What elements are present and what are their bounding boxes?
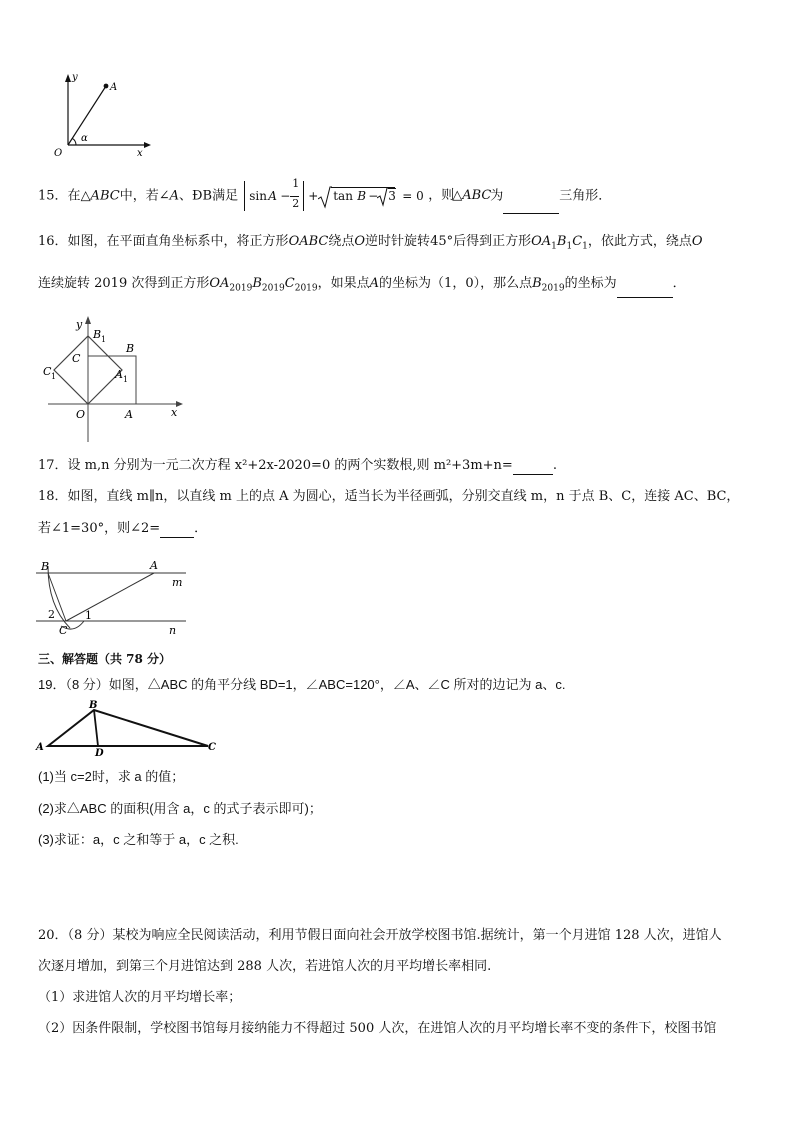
- q15-triangle2: △ABC: [452, 188, 492, 203]
- q16-text: ，如果点: [317, 276, 370, 291]
- question-19-head: 19．（8 分）如图，△ABC 的角平分线 BD=1，∠ABC=120°，∠A、∠C 所对的边记为 a、c.: [38, 677, 566, 692]
- q15-angle-A: A: [169, 188, 179, 204]
- q16-square: OABC: [288, 234, 329, 249]
- q16-square-1-b: B: [556, 234, 567, 249]
- q16-point-O: O: [354, 234, 366, 249]
- q15-minus2: −: [368, 189, 379, 203]
- q16-text: 后得到正方形: [453, 234, 532, 249]
- q16-degree: 45°: [430, 234, 454, 249]
- q16-text: 的坐标为: [564, 276, 617, 291]
- angle-arc: [72, 138, 76, 145]
- q16-sub: 2019: [229, 283, 253, 294]
- q18-answer-blank[interactable]: [160, 523, 194, 538]
- q16-sub: 1: [582, 241, 588, 252]
- q16-square-2019: OA: [209, 276, 230, 291]
- label-A: A: [150, 559, 158, 572]
- q16-text: 逆时针旋转: [365, 234, 431, 249]
- triangle-ABC: [48, 710, 208, 746]
- q15-minus: −: [280, 189, 291, 203]
- label-B1: B: [93, 328, 102, 341]
- q17-text: 设 m,n 分别为一元二次方程 x²+2x-2020=0 的两个实数根,则 m²+3m+n=: [67, 458, 513, 473]
- q15-text: 在: [67, 188, 81, 204]
- question-19-part1: (1)当 c=2时，求 a 的值；: [38, 769, 185, 784]
- q15-sqrt3: 3: [388, 189, 396, 203]
- q15-frac-den: 2: [292, 197, 300, 210]
- q15-answer-blank[interactable]: [503, 199, 559, 214]
- figure-parallel-lines: [36, 556, 188, 638]
- section-heading: 三、解答题（共 78 分）: [38, 652, 172, 666]
- figure-angle-alpha: [36, 70, 156, 160]
- q16-text: 的坐标为（1，0），那么点: [379, 276, 533, 291]
- q18-number: 18．: [38, 489, 68, 504]
- label-O: O: [76, 408, 86, 421]
- q18-text: ．: [194, 521, 208, 536]
- label-A: A: [125, 408, 133, 421]
- q15-sin: sin: [249, 189, 267, 203]
- question-18-line2: [38, 520, 207, 538]
- q15-tan: tan: [333, 189, 353, 203]
- question-17: [38, 457, 557, 475]
- x-axis-arrow: [144, 142, 151, 148]
- q15-text: ，则: [428, 188, 455, 203]
- q15-plus: +: [308, 189, 319, 203]
- q16-square-1-c: C: [572, 234, 583, 249]
- question-16-line1: [38, 233, 703, 256]
- label-B: B: [89, 700, 98, 711]
- label-m: m: [172, 576, 183, 589]
- bisector-BD: [94, 710, 98, 746]
- q15-number: 15．: [38, 188, 68, 204]
- q16-number: 16．: [38, 234, 68, 249]
- label-A1: A: [115, 368, 123, 381]
- q16-sub: 1: [551, 241, 557, 252]
- question-16-line2: [38, 275, 686, 298]
- figure-triangle-ABC: [34, 698, 224, 758]
- q16-point-O: O: [691, 234, 703, 249]
- label-B: B: [126, 342, 135, 355]
- q15-text: 中，若∠: [119, 188, 170, 204]
- sqrt-sign: [318, 185, 332, 209]
- label-A: A: [110, 82, 118, 93]
- q17-answer-blank[interactable]: [513, 460, 553, 475]
- figure-rotated-squares: [38, 312, 188, 444]
- q15-text: 三角形．: [559, 188, 612, 204]
- question-15: [38, 179, 611, 213]
- label-alpha: α: [81, 133, 88, 144]
- q16-sub: 2019: [541, 283, 565, 294]
- q16-sub: 2019: [261, 283, 285, 294]
- q18-text: 若∠1=30°，则∠2=: [38, 521, 161, 536]
- q16-point-B2019: B: [532, 276, 542, 291]
- point-A: [104, 84, 109, 89]
- label-n: n: [169, 624, 177, 637]
- label-A: A: [36, 742, 44, 753]
- q16-text: 如图，在平面直角坐标系中，将正方形: [67, 234, 289, 249]
- label-x: x: [137, 148, 143, 159]
- label-C1: C: [43, 365, 52, 378]
- q15-equals-zero: = 0: [402, 189, 424, 203]
- label-C: C: [208, 742, 216, 753]
- segment-AC: [66, 573, 154, 621]
- q16-point-A: A: [369, 276, 380, 291]
- q16-text: ，依此方式，绕点: [587, 234, 692, 249]
- label-sub: 1: [101, 335, 107, 344]
- question-20-part1: （1）求进馆人次的月平均增长率；: [38, 990, 242, 1005]
- label-sub: 1: [123, 375, 129, 384]
- question-20-part2: （2）因条件限制，学校图书馆每月接纳能力不得超过 500 人次，在进馆人次的月平均增长率不变的条件下，校图书馆: [38, 1021, 717, 1036]
- label-C: C: [59, 624, 68, 637]
- q15-text: 满足: [212, 188, 239, 204]
- y-axis-arrow: [65, 74, 71, 82]
- q15-frac-num: 1: [292, 177, 300, 190]
- label-y: y: [76, 318, 83, 331]
- label-B: B: [41, 560, 50, 573]
- y-axis-arrow: [85, 316, 91, 324]
- q15-angle-B: ĐB: [192, 188, 213, 204]
- question-19-part2: (2)求△ABC 的面积(用含 a，c 的式子表示即可)；: [38, 801, 322, 816]
- q15-tan-arg: B: [357, 189, 367, 203]
- q16-text: ．: [672, 276, 686, 291]
- label-angle-2: 2: [48, 608, 55, 621]
- q16-text: 绕点: [328, 234, 355, 249]
- question-19-part3: (3)求证：a，c 之和等于 a，c 之积.: [38, 832, 239, 847]
- label-angle-1: 1: [85, 609, 92, 622]
- abs-bar-left: [244, 181, 245, 211]
- abs-bar-right: [303, 181, 304, 211]
- label-C: C: [72, 352, 81, 365]
- q15-sin-arg: A: [268, 189, 277, 203]
- question-18-line1: [38, 488, 739, 506]
- q15-triangle: △ABC: [80, 188, 120, 204]
- q15-text: 、: [179, 188, 193, 204]
- q16-square-2019-c: C: [284, 276, 295, 291]
- q15-equation: [242, 179, 490, 213]
- label-O: O: [54, 148, 63, 159]
- question-20-line2: 次逐月增加，到第三个月进馆达到 288 人次，若进馆人次的月平均增长率相同.: [38, 959, 492, 974]
- q16-square-1: OA: [531, 234, 552, 249]
- q18-text: 如图，直线 m∥n，以直线 m 上的点 A 为圆心，适当长为半径画弧，分别交直线 m，n 于点 B、C，连接 AC、BC，: [67, 489, 740, 504]
- q15-text: 为: [490, 188, 504, 204]
- q17-text: .: [552, 458, 557, 473]
- label-D: D: [95, 748, 104, 758]
- label-y: y: [72, 72, 78, 83]
- question-20-line1: 20．（8 分）某校为响应全民阅读活动，利用节假日面向社会开放学校图书馆.据统计，第一个月进馆 128 人次，进馆人: [38, 928, 722, 943]
- q16-answer-blank[interactable]: [617, 283, 673, 298]
- q17-number: 17．: [38, 458, 68, 473]
- q16-sub: 1: [566, 241, 573, 252]
- q16-square-2019-b: B: [252, 276, 262, 291]
- label-x: x: [171, 406, 178, 419]
- label-sub: 1: [51, 372, 57, 381]
- q16-text: 连续旋转 2019 次得到正方形: [38, 276, 210, 291]
- q16-sub: 2019: [294, 283, 318, 294]
